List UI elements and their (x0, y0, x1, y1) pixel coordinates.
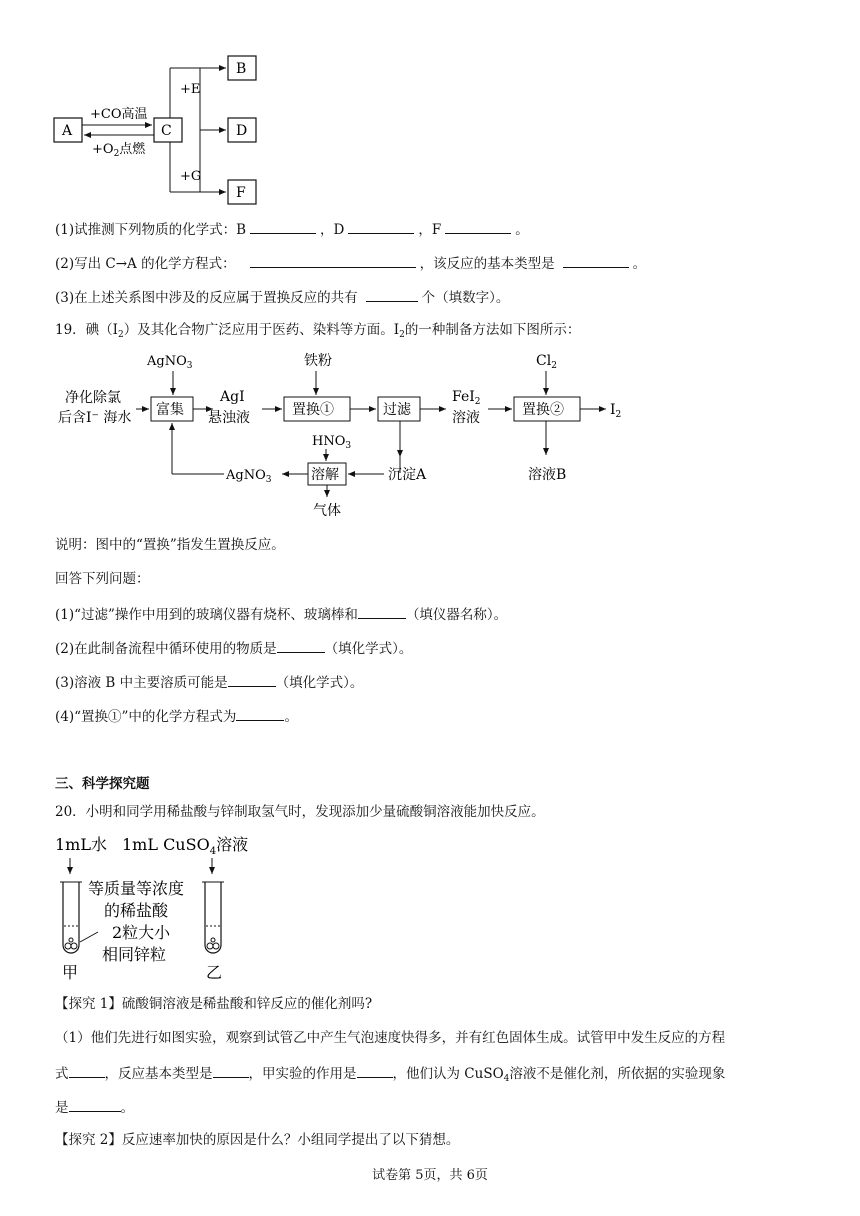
q20-intro: 20．小明和同学用稀盐酸与锌制取氢气时，发现添加少量硫酸铜溶液能加快反应。 (55, 804, 545, 820)
explore1-title: 【探究 1】硫酸铜溶液是稀盐酸和锌反应的催化剂吗? (55, 996, 373, 1012)
o2-label: $+O_2$点燃 (92, 142, 146, 159)
explore1-line1: （1）他们先进行如图实验，观察到试管乙中产生气泡速度快得多，并有红色固体生成。试管甲中发生反应的方程 (55, 1030, 726, 1046)
box-b-label: B (236, 61, 247, 77)
q18-part3: (3)在上述关系图中涉及的反应属于置换反应的共有 个（填数字）。 (55, 287, 509, 307)
replace1-box-label: 置换① (292, 402, 334, 418)
precipitate-a-label: 沉淀A (388, 467, 427, 483)
section-title: 三、科学探究题 (55, 776, 150, 792)
q19-part2: (2)在此制备流程中循环使用的物质是 （填化学式）。 (55, 638, 412, 658)
explore1-line2: 式 ，反应基本类型是 ，甲实验的作用是 ，他们认为 CuSO$_4$溶液不是催化剂，所依据的实验现象 (55, 1063, 725, 1083)
q19-note: 说明：图中的“置换”指发生置换反应。 (55, 537, 285, 553)
replace2-box-label: 置换② (522, 402, 564, 418)
tube-desc-4: 相同锌粒 (102, 945, 167, 964)
agi-label: AgI (220, 389, 245, 405)
q19-answer-prompt: 回答下列问题： (55, 571, 150, 587)
box-d-label: D (236, 123, 248, 139)
dissolve-box-label: 溶解 (311, 467, 339, 483)
enrich-box-label: 富集 (156, 402, 184, 418)
cl2-label: $Cl_2$ (536, 353, 557, 371)
e-label: +E (180, 82, 201, 97)
agno3-bottom-label: AgNO$_3$ (226, 468, 272, 485)
explore2-title: 【探究 2】反应速率加快的原因是什么？小组同学提出了以下猜想。 (55, 1132, 460, 1148)
co-label: +CO高温 (90, 107, 148, 122)
seawater-line2: 后含I⁻ 海水 (58, 410, 132, 426)
explore1-line3: 是 。 (55, 1097, 134, 1117)
box-f-label: F (236, 185, 246, 201)
iodine-flow-diagram (50, 345, 640, 520)
box-c-label: C (161, 123, 172, 139)
tube-yi-icon (202, 882, 224, 953)
fei2-label: FeI$_2$ (452, 389, 481, 407)
cuso4-label: 1mL CuSO$_4$溶液 (122, 835, 249, 857)
reaction-relation-diagram (40, 45, 280, 215)
hno3-label: $HNO_3$ (312, 434, 352, 451)
q18-part2: (2)写出 C→A 的化学方程式： ，该反应的基本类型是 。 (55, 253, 646, 273)
q19-part4: (4)“置换①”中的化学方程式为 。 (55, 706, 298, 726)
water-label: 1mL水 (55, 835, 107, 854)
gas-label: 气体 (313, 503, 341, 519)
tube-desc-1: 等质量等浓度 (88, 879, 185, 898)
agi-suspension-label: 悬浊液 (208, 410, 250, 426)
agno3-top-label: AgNO$_3$ (147, 354, 193, 371)
seawater-line1: 净化除氯 (65, 390, 121, 406)
page-footer: 试卷第 5页，共 6页 (372, 1168, 488, 1183)
filter-box-label: 过滤 (383, 402, 411, 418)
g-label: +G (180, 169, 202, 184)
iron-powder-label: 铁粉 (304, 353, 332, 369)
test-tube-figure (50, 830, 270, 985)
tube-jia-label: 甲 (62, 963, 79, 982)
q19-part1: (1)“过滤”操作中用到的玻璃仪器有烧杯、玻璃棒和 （填仪器名称）。 (55, 604, 507, 624)
box-a-label: A (62, 123, 73, 139)
tube-desc-3: 2粒大小 (112, 923, 171, 942)
i2-label: $I_2$ (610, 402, 622, 420)
solution-b-label: 溶液B (528, 467, 567, 483)
tube-desc-2: 的稀盐酸 (104, 901, 169, 920)
tube-yi-label: 乙 (206, 963, 223, 982)
tube-jia-icon (60, 882, 82, 953)
q19-part3: (3)溶液 B 中主要溶质可能是 （填化学式）。 (55, 672, 363, 692)
q18-part1: (1)试推测下列物质的化学式：B ，D ，F 。 (55, 219, 529, 239)
fei2-solution-label: 溶液 (452, 410, 480, 426)
q19-intro: 19．碘$(I_2)$及其化合物广泛应用于医药、染料等方面。$I_2$的一种制备方法如下图所示： (55, 322, 581, 340)
